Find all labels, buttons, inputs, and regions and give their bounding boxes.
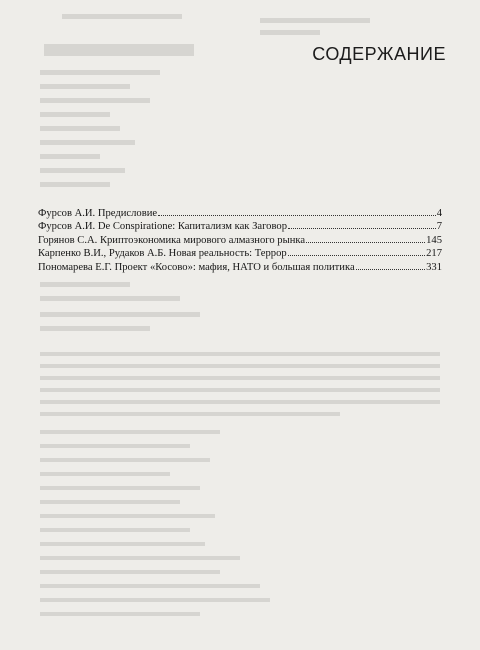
- toc-entry-page: 331: [426, 261, 442, 273]
- table-of-contents: [38, 207, 442, 274]
- dot-leader: [288, 254, 425, 256]
- dot-leader: [158, 214, 436, 216]
- toc-entry-title: Фурсов А.И. Предисловие: [38, 208, 158, 219]
- toc-entry-title: Фурсов А.И. De Conspiratione: Капитализм как Заговор: [38, 221, 288, 233]
- dot-leader: [288, 227, 436, 229]
- toc-entry[interactable]: [38, 220, 442, 233]
- toc-entry[interactable]: [38, 234, 442, 247]
- dot-leader: [306, 241, 425, 243]
- toc-entry-page: 7: [436, 221, 442, 233]
- toc-entry-page: 217: [426, 248, 442, 260]
- page-title: СОДЕРЖАНИЕ: [312, 44, 446, 64]
- dot-leader: [356, 268, 425, 270]
- toc-entry-title: Горянов С.А. Криптоэкономика мирового алмазного рынка: [38, 234, 306, 246]
- toc-entry[interactable]: [38, 247, 442, 260]
- toc-entry-title: Пономарева Е.Г. Проект «Косово»: мафия, НАТО и большая политика: [38, 261, 355, 273]
- toc-entry-page: 4: [436, 208, 442, 219]
- toc-entry-title: Карпенко В.И., Рудаков А.Б. Новая реальность: Террор: [38, 248, 287, 260]
- toc-entry-page: 145: [426, 234, 442, 246]
- toc-entry[interactable]: [38, 207, 442, 220]
- toc-entry[interactable]: [38, 261, 442, 274]
